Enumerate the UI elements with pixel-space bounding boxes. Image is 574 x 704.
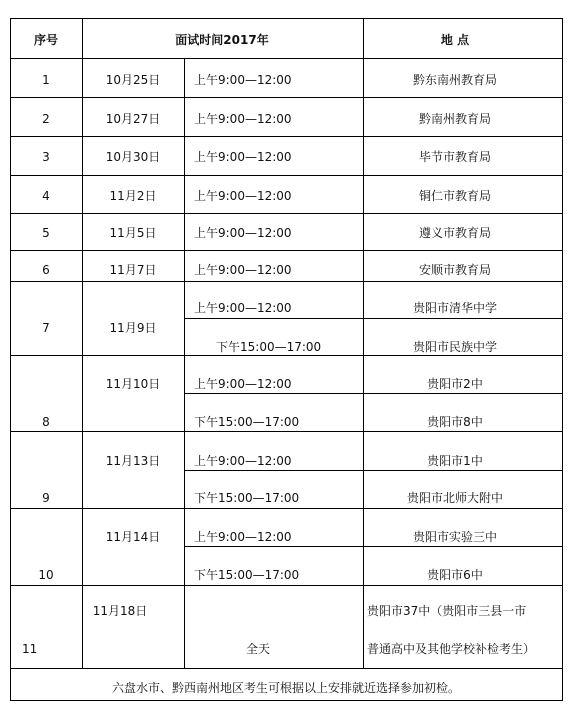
row-divider	[10, 431, 563, 432]
row-location: 贵阳市6中	[427, 568, 483, 582]
row-number: 3	[42, 150, 50, 164]
row-time: 上午9:00—12:00	[194, 530, 292, 544]
footer-note: 六盘水市、黔西南州地区考生可根据以上安排就近选择参加初检。	[111, 681, 461, 695]
row-number: 10	[38, 568, 54, 582]
row-location: 毕节市教育局	[418, 150, 492, 164]
header-location: 地 点	[440, 33, 470, 47]
row-time: 全天	[245, 642, 271, 656]
row-divider	[10, 355, 563, 356]
row-location: 铜仁市教育局	[418, 189, 492, 203]
row-date: 11月18日	[92, 604, 148, 618]
row-divider	[10, 508, 563, 509]
row-date: 11月10日	[105, 377, 161, 391]
row-date: 11月5日	[109, 226, 157, 240]
row-time: 下午15:00—17:00	[216, 340, 322, 354]
row-divider	[10, 213, 563, 214]
row-number: 8	[42, 415, 50, 429]
row-location: 贵阳市2中	[427, 377, 483, 391]
subrow-divider	[184, 393, 563, 394]
row-location: 贵阳市8中	[427, 415, 483, 429]
subrow-divider	[184, 318, 563, 319]
row-location: 贵阳市1中	[427, 454, 483, 468]
header-time: 面试时间2017年	[175, 33, 269, 47]
row-divider	[10, 281, 563, 282]
row-time: 下午15:00—17:00	[194, 415, 300, 429]
row-number: 11	[22, 642, 38, 656]
row-time: 上午9:00—12:00	[194, 263, 292, 277]
row-divider	[10, 175, 563, 176]
row-time: 上午9:00—12:00	[194, 73, 292, 87]
subrow-divider	[184, 470, 563, 471]
row-time: 上午9:00—12:00	[194, 377, 292, 391]
row-time: 上午9:00—12:00	[194, 301, 292, 315]
row-number: 1	[42, 73, 50, 87]
row-location: 贵阳市清华中学	[412, 301, 498, 315]
row-date: 11月2日	[109, 189, 157, 203]
row-time: 上午9:00—12:00	[194, 454, 292, 468]
header-no: 序号	[33, 33, 59, 47]
col-divider	[363, 18, 364, 668]
row-time: 上午9:00—12:00	[194, 226, 292, 240]
col-divider	[82, 18, 83, 668]
row-date: 11月14日	[105, 530, 161, 544]
row-time: 上午9:00—12:00	[194, 150, 292, 164]
row-date: 11月9日	[109, 321, 157, 335]
row-time: 下午15:00—17:00	[194, 568, 300, 582]
row-number: 9	[42, 491, 50, 505]
row-number: 7	[42, 321, 50, 335]
row-location: 贵阳市北师大附中	[406, 491, 504, 505]
footer-divider	[10, 668, 563, 669]
row-time: 上午9:00—12:00	[194, 189, 292, 203]
row-divider	[10, 97, 563, 98]
row-location: 黔南州教育局	[418, 112, 492, 126]
row-number: 5	[42, 226, 50, 240]
row-location: 黔东南州教育局	[412, 73, 498, 87]
row-date: 10月25日	[105, 73, 161, 87]
row-number: 6	[42, 263, 50, 277]
row-divider	[10, 585, 563, 586]
row-date: 10月27日	[105, 112, 161, 126]
row-date: 11月7日	[109, 263, 157, 277]
row-divider	[10, 250, 563, 251]
row-location: 安顺市教育局	[418, 263, 492, 277]
row-location: 贵阳市37中（贵阳市三县一市	[367, 604, 527, 618]
subrow-divider	[184, 546, 563, 547]
row-number: 2	[42, 112, 50, 126]
header-divider	[10, 58, 563, 59]
row-number: 4	[42, 189, 50, 203]
col-divider	[184, 58, 185, 668]
row-date: 11月13日	[105, 454, 161, 468]
row-time: 下午15:00—17:00	[194, 491, 300, 505]
row-date: 10月30日	[105, 150, 161, 164]
row-location: 贵阳市实验三中	[412, 530, 498, 544]
row-time: 上午9:00—12:00	[194, 112, 292, 126]
row-location: 贵阳市民族中学	[412, 340, 498, 354]
row-location: 普通高中及其他学校补检考生）	[367, 642, 536, 656]
row-location: 遵义市教育局	[418, 226, 492, 240]
row-divider	[10, 136, 563, 137]
